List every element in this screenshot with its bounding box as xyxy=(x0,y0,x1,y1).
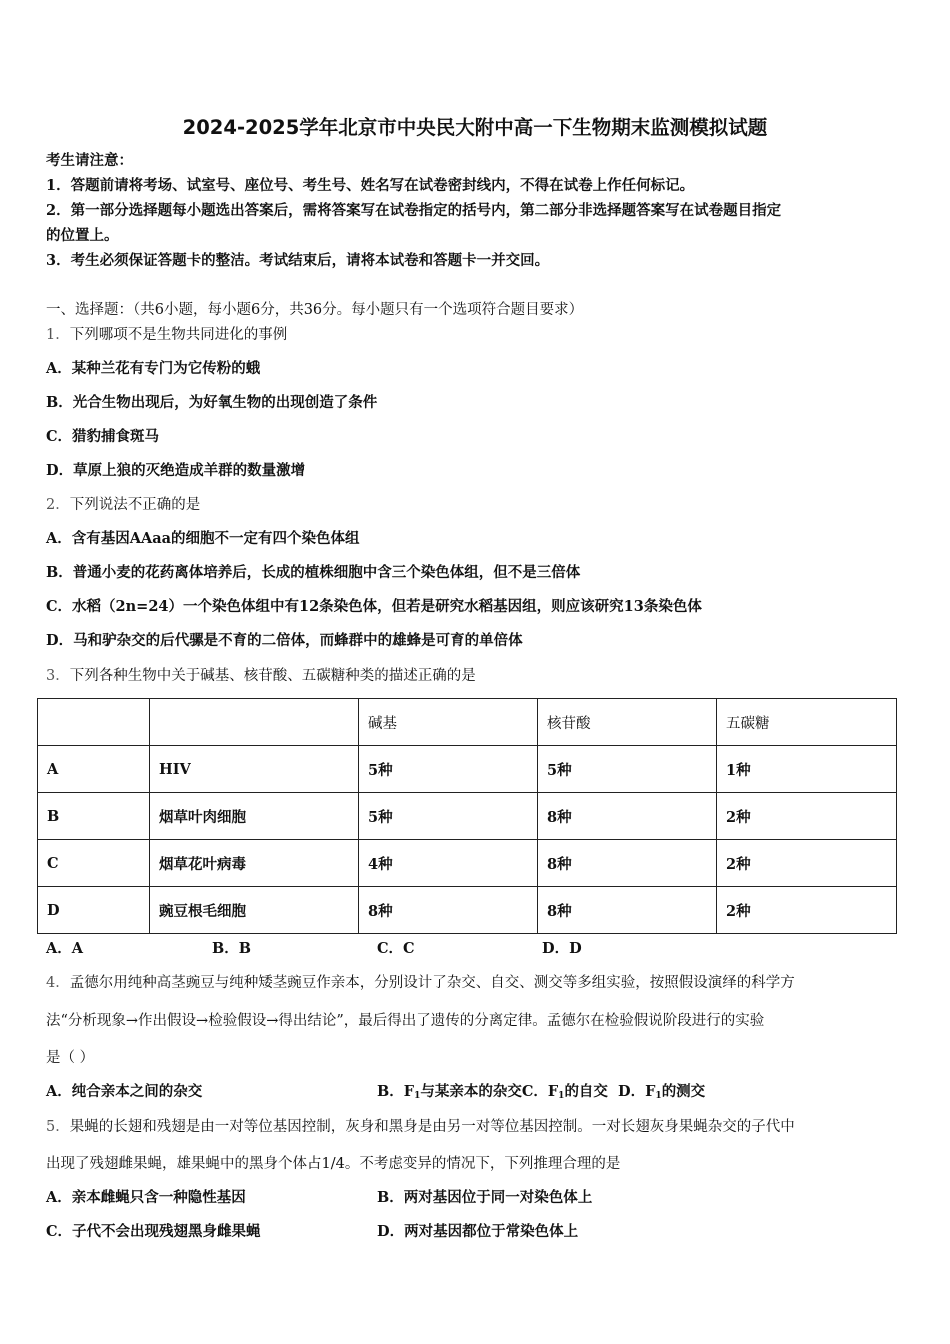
question-stem: 下列哪项不是生物共同进化的事例 xyxy=(69,327,288,343)
question-stem: 是（ ） xyxy=(46,1050,95,1066)
table-cell: 2种 xyxy=(717,793,897,840)
table-cell: HIV xyxy=(150,746,359,793)
table-cell xyxy=(150,699,359,746)
notice-item: 的位置上。 xyxy=(46,227,119,244)
option-b: B．两对基因位于同一对染色体上 xyxy=(377,1189,593,1206)
question-2 xyxy=(46,495,200,515)
table-cell: 2种 xyxy=(717,840,897,887)
question-stem: 孟德尔用纯种高茎豌豆与纯种矮茎豌豆作亲本，分别设计了杂交、自交、测交等多组实验，按照假设演绎的科学方 xyxy=(69,975,795,991)
table-cell: 5种 xyxy=(538,746,717,793)
table-cell: 8种 xyxy=(538,793,717,840)
table-cell: 1种 xyxy=(717,746,897,793)
table-cell: 烟草花叶病毒 xyxy=(150,840,359,887)
question-5 xyxy=(46,1117,795,1137)
question-stem: 下列各种生物中关于碱基、核苷酸、五碳糖种类的描述正确的是 xyxy=(69,668,476,684)
table-cell: 5种 xyxy=(359,746,538,793)
option-c: C．C xyxy=(377,940,415,957)
question-number: 2． xyxy=(46,497,70,513)
option-d: D．马和驴杂交的后代骡是不育的二倍体，而蜂群中的雄蜂是可育的单倍体 xyxy=(46,632,523,649)
table-cell: 碱基 xyxy=(359,699,538,746)
option-d: D．两对基因都位于常染色体上 xyxy=(377,1223,579,1240)
data-table xyxy=(37,698,897,934)
option-a: A．含有基因AAaa的细胞不一定有四个染色体组 xyxy=(46,530,360,547)
question-number: 4． xyxy=(46,975,70,991)
option-a: A．A xyxy=(46,940,84,957)
question-stem: 果蝇的长翅和残翅是由一对等位基因控制，灰身和黑身是由另一对等位基因控制。一对长翅灰身果蝇杂交的子代中 xyxy=(69,1119,795,1135)
table-cell: 8种 xyxy=(538,887,717,934)
table-cell: 4种 xyxy=(359,840,538,887)
question-stem: 出现了残翅雌果蝇，雄果蝇中的黑身个体占1/4。不考虑变异的情况下，下列推理合理的是 xyxy=(46,1156,621,1172)
question-number: 3． xyxy=(46,668,70,684)
question-number: 1． xyxy=(46,327,70,343)
option-c: C．水稻（2n=24）一个染色体组中有12条染色体，但若是研究水稻基因组，则应该研究13条染色体 xyxy=(46,598,702,615)
question-number: 5． xyxy=(46,1119,70,1135)
option-c: C．子代不会出现残翅黑身雌果蝇 xyxy=(46,1223,261,1240)
notice-item: 3．考生必须保证答题卡的整洁。考试结束后，请将本试卷和答题卡一并交回。 xyxy=(46,252,550,269)
table-cell: 5种 xyxy=(359,793,538,840)
table-cell: 8种 xyxy=(359,887,538,934)
table-cell: A xyxy=(38,746,150,793)
page-title: 2024-2025学年北京市中央民大附中高一下生物期末监测模拟试题 xyxy=(182,116,768,139)
question-stem: 下列说法不正确的是 xyxy=(69,497,201,513)
table-row xyxy=(38,793,897,840)
table-cell: 核苷酸 xyxy=(538,699,717,746)
table-cell: 8种 xyxy=(538,840,717,887)
table-cell: D xyxy=(38,887,150,934)
table-row xyxy=(38,887,897,934)
option-b: B．光合生物出现后，为好氧生物的出现创造了条件 xyxy=(46,394,378,411)
option-a: A．纯合亲本之间的杂交 xyxy=(46,1083,203,1100)
table-cell: 豌豆根毛细胞 xyxy=(150,887,359,934)
table-cell: 2种 xyxy=(717,887,897,934)
table-header-row xyxy=(38,699,897,746)
option-b-c-d: B．$F_1$与某亲本的杂交C．$F_1$的自交 D．$F_1$的测交 xyxy=(377,1083,706,1101)
option-d: D．草原上狼的灭绝造成羊群的数量激增 xyxy=(46,462,306,479)
table-cell: C xyxy=(38,840,150,887)
question-stem: 法“分析现象→作出假设→检验假设→得出结论”，最后得出了遗传的分离定律。孟德尔在检验假说阶段进行的实验 xyxy=(46,1013,765,1029)
table-row xyxy=(38,746,897,793)
question-3 xyxy=(46,666,476,686)
notice-heading: 考生请注意： xyxy=(46,152,133,169)
option-a: A．某种兰花有专门为它传粉的蛾 xyxy=(46,360,261,377)
question-4 xyxy=(46,973,795,993)
table-cell: 五碳糖 xyxy=(717,699,897,746)
option-a: A．亲本雌蝇只含一种隐性基因 xyxy=(46,1189,246,1206)
table-cell: B xyxy=(38,793,150,840)
section-heading: 一、选择题：（共6小题，每小题6分，共36分。每小题只有一个选项符合题目要求） xyxy=(46,302,584,318)
option-d: D．D xyxy=(542,940,582,957)
table-cell xyxy=(38,699,150,746)
notice-item: 1．答题前请将考场、试室号、座位号、考生号、姓名写在试卷密封线内，不得在试卷上作任何标记。 xyxy=(46,177,695,194)
notice-item: 2．第一部分选择题每小题选出答案后，需将答案写在试卷指定的括号内，第二部分非选择题答案写在试卷题目指定 xyxy=(46,202,782,219)
option-b: B．B xyxy=(212,940,252,957)
table-row xyxy=(38,840,897,887)
table-cell: 烟草叶肉细胞 xyxy=(150,793,359,840)
option-b: B．普通小麦的花药离体培养后，长成的植株细胞中含三个染色体组，但不是三倍体 xyxy=(46,564,581,581)
question-1 xyxy=(46,325,287,345)
option-c: C．猎豹捕食斑马 xyxy=(46,428,160,445)
